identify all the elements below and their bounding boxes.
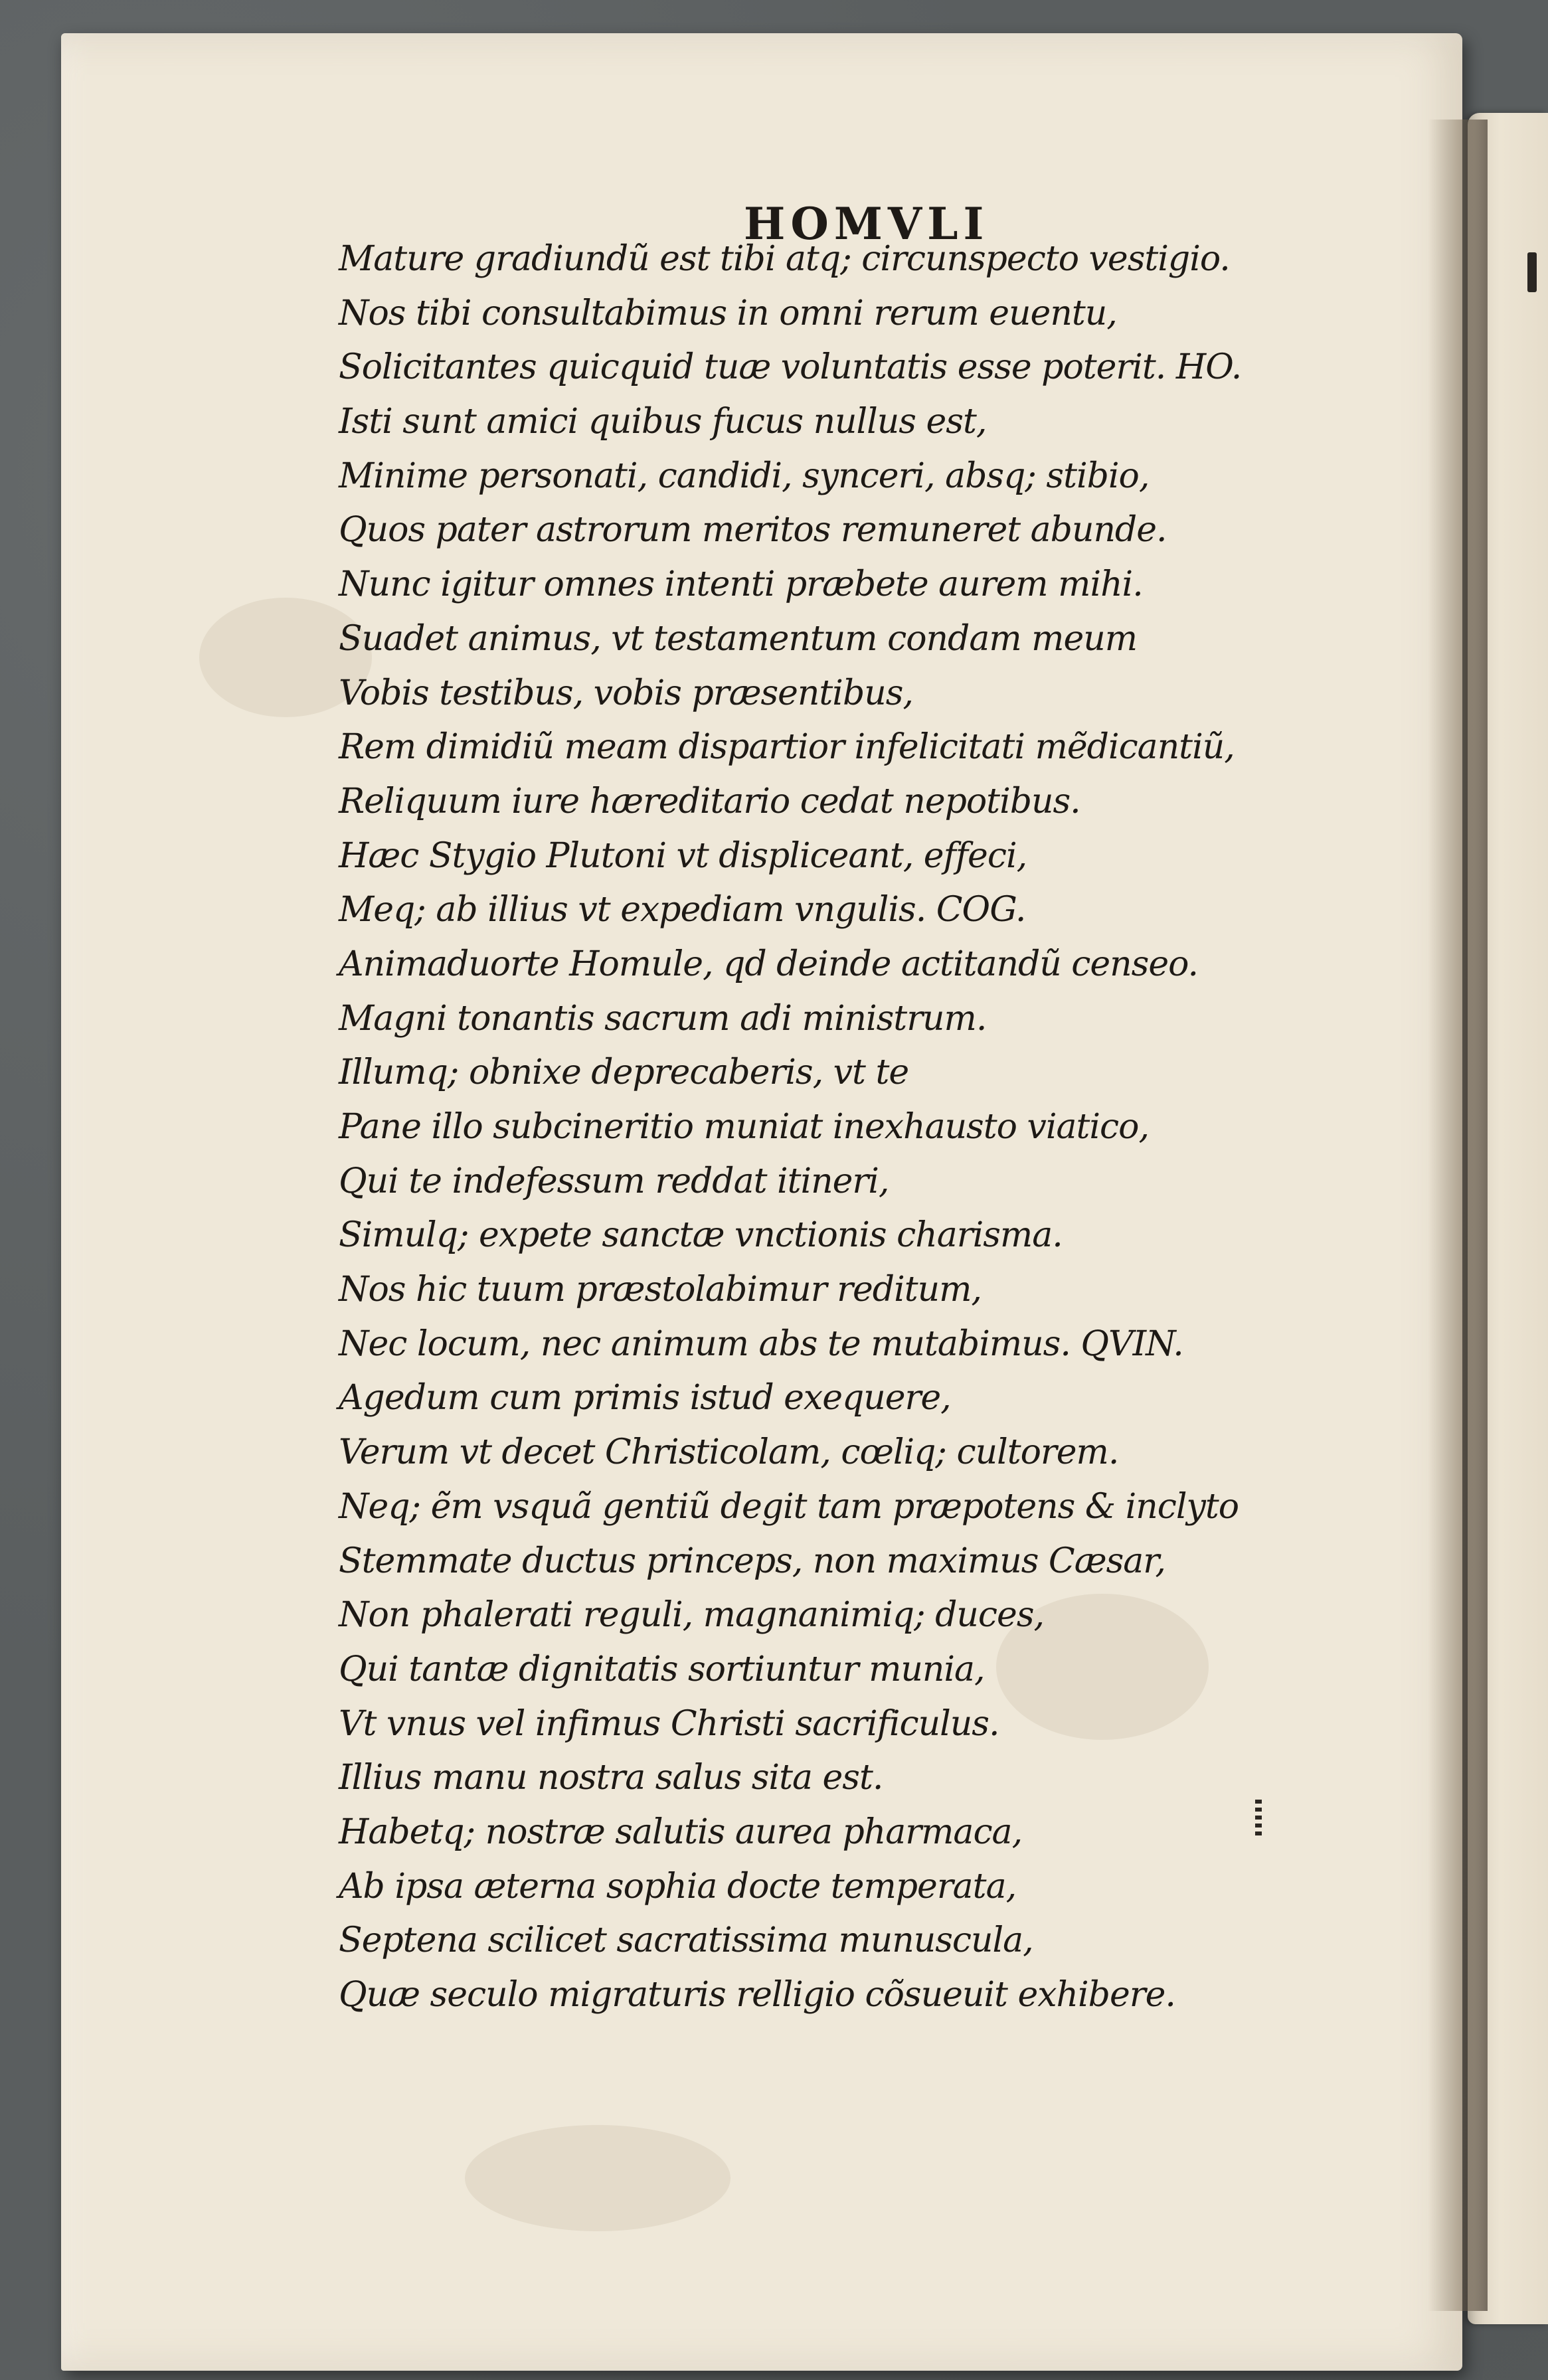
verse-line: Solicitantes quicquid tuæ voluntatis esse poterit. HO. [339,347,1242,388]
facing-page-letter-fragment [1527,252,1537,292]
verse-line: Magni tonantis sacrum adi ministrum. [339,998,987,1039]
verse-line: Meq; ab illius vt expediam vngulis. COG. [339,890,1026,930]
verse-line: Nos tibi consultabimus in omni rerum euentu, [339,293,1117,333]
verse-line: Qui tantæ dignitatis sortiuntur munia, [339,1649,985,1689]
margin-ink-mark [1255,1800,1262,1839]
verse-line: Stemmate ductus princeps, non maximus Cæsar, [339,1541,1165,1581]
verse-line: Agedum cum primis istud exequere, [339,1378,951,1418]
verse-line: Isti sunt amici quibus fucus nullus est, [339,402,987,442]
verse-line: Reliquum iure hæreditario cedat nepotibus. [339,781,1080,821]
verse-line: Neq; ẽm vsquã gentiũ degit tam præpotens & inclyto [339,1486,1239,1527]
paper-stain [465,2125,731,2231]
page-gutter-shadow [1428,120,1488,2311]
verse-line: Nunc igitur omnes intenti præbete aurem mihi. [339,564,1143,605]
verse-line: Habetq; nostræ salutis aurea pharmaca, [339,1812,1023,1852]
verse-line: Suadet animus, vt testamentum condam meum [339,618,1138,659]
verse-line: Quos pater astrorum meritos remuneret abunde. [339,510,1167,551]
verse-text [339,232,1241,2023]
verse-line: Ab ipsa æterna sophia docte temperata, [339,1866,1017,1907]
verse-line: Rem dimidiũ meam dispartior infelicitati mẽdicantiũ, [339,727,1235,768]
verse-line: Qui te indefessum reddat itineri, [339,1161,889,1201]
verse-line: Quæ seculo migraturis relligio cõsueuit exhibere. [339,1975,1175,2015]
verse-line: Simulq; expete sanctæ vnctionis charisma. [339,1215,1063,1256]
verse-line: Non phalerati reguli, magnanimiq; duces, [339,1595,1045,1636]
verse-line: Pane illo subcineritio muniat inexhausto viatico, [339,1107,1149,1147]
verse-line: Minime personati, candidi, synceri, absq; stibio, [339,456,1150,496]
verse-line: Vt vnus vel infimus Christi sacrificulus. [339,1703,999,1744]
verse-line: Illumq; obnixe deprecaberis, vt te [339,1053,909,1093]
verse-line: Animaduorte Homule, qd deinde actitandũ censeo. [339,944,1199,984]
verse-line: Verum vt decet Christicolam, cœliq; cultorem. [339,1432,1119,1473]
verse-line: Nos hic tuum præstolabimur reditum, [339,1270,982,1310]
verse-line: Illius manu nostra salus sita est. [339,1758,883,1798]
running-head: HOMVLI [744,198,989,250]
verse-line: Mature gradiundũ est tibi atq; circunspecto vestigio. [339,239,1230,279]
verse-line: Septena scilicet sacratissima munuscula, [339,1920,1033,1961]
verse-line: Hæc Stygio Plutoni vt displiceant, effeci, [339,835,1027,876]
verse-line: Nec locum, nec animum abs te mutabimus. QVIN. [339,1323,1183,1364]
verse-line: Vobis testibus, vobis præsentibus, [339,673,913,713]
